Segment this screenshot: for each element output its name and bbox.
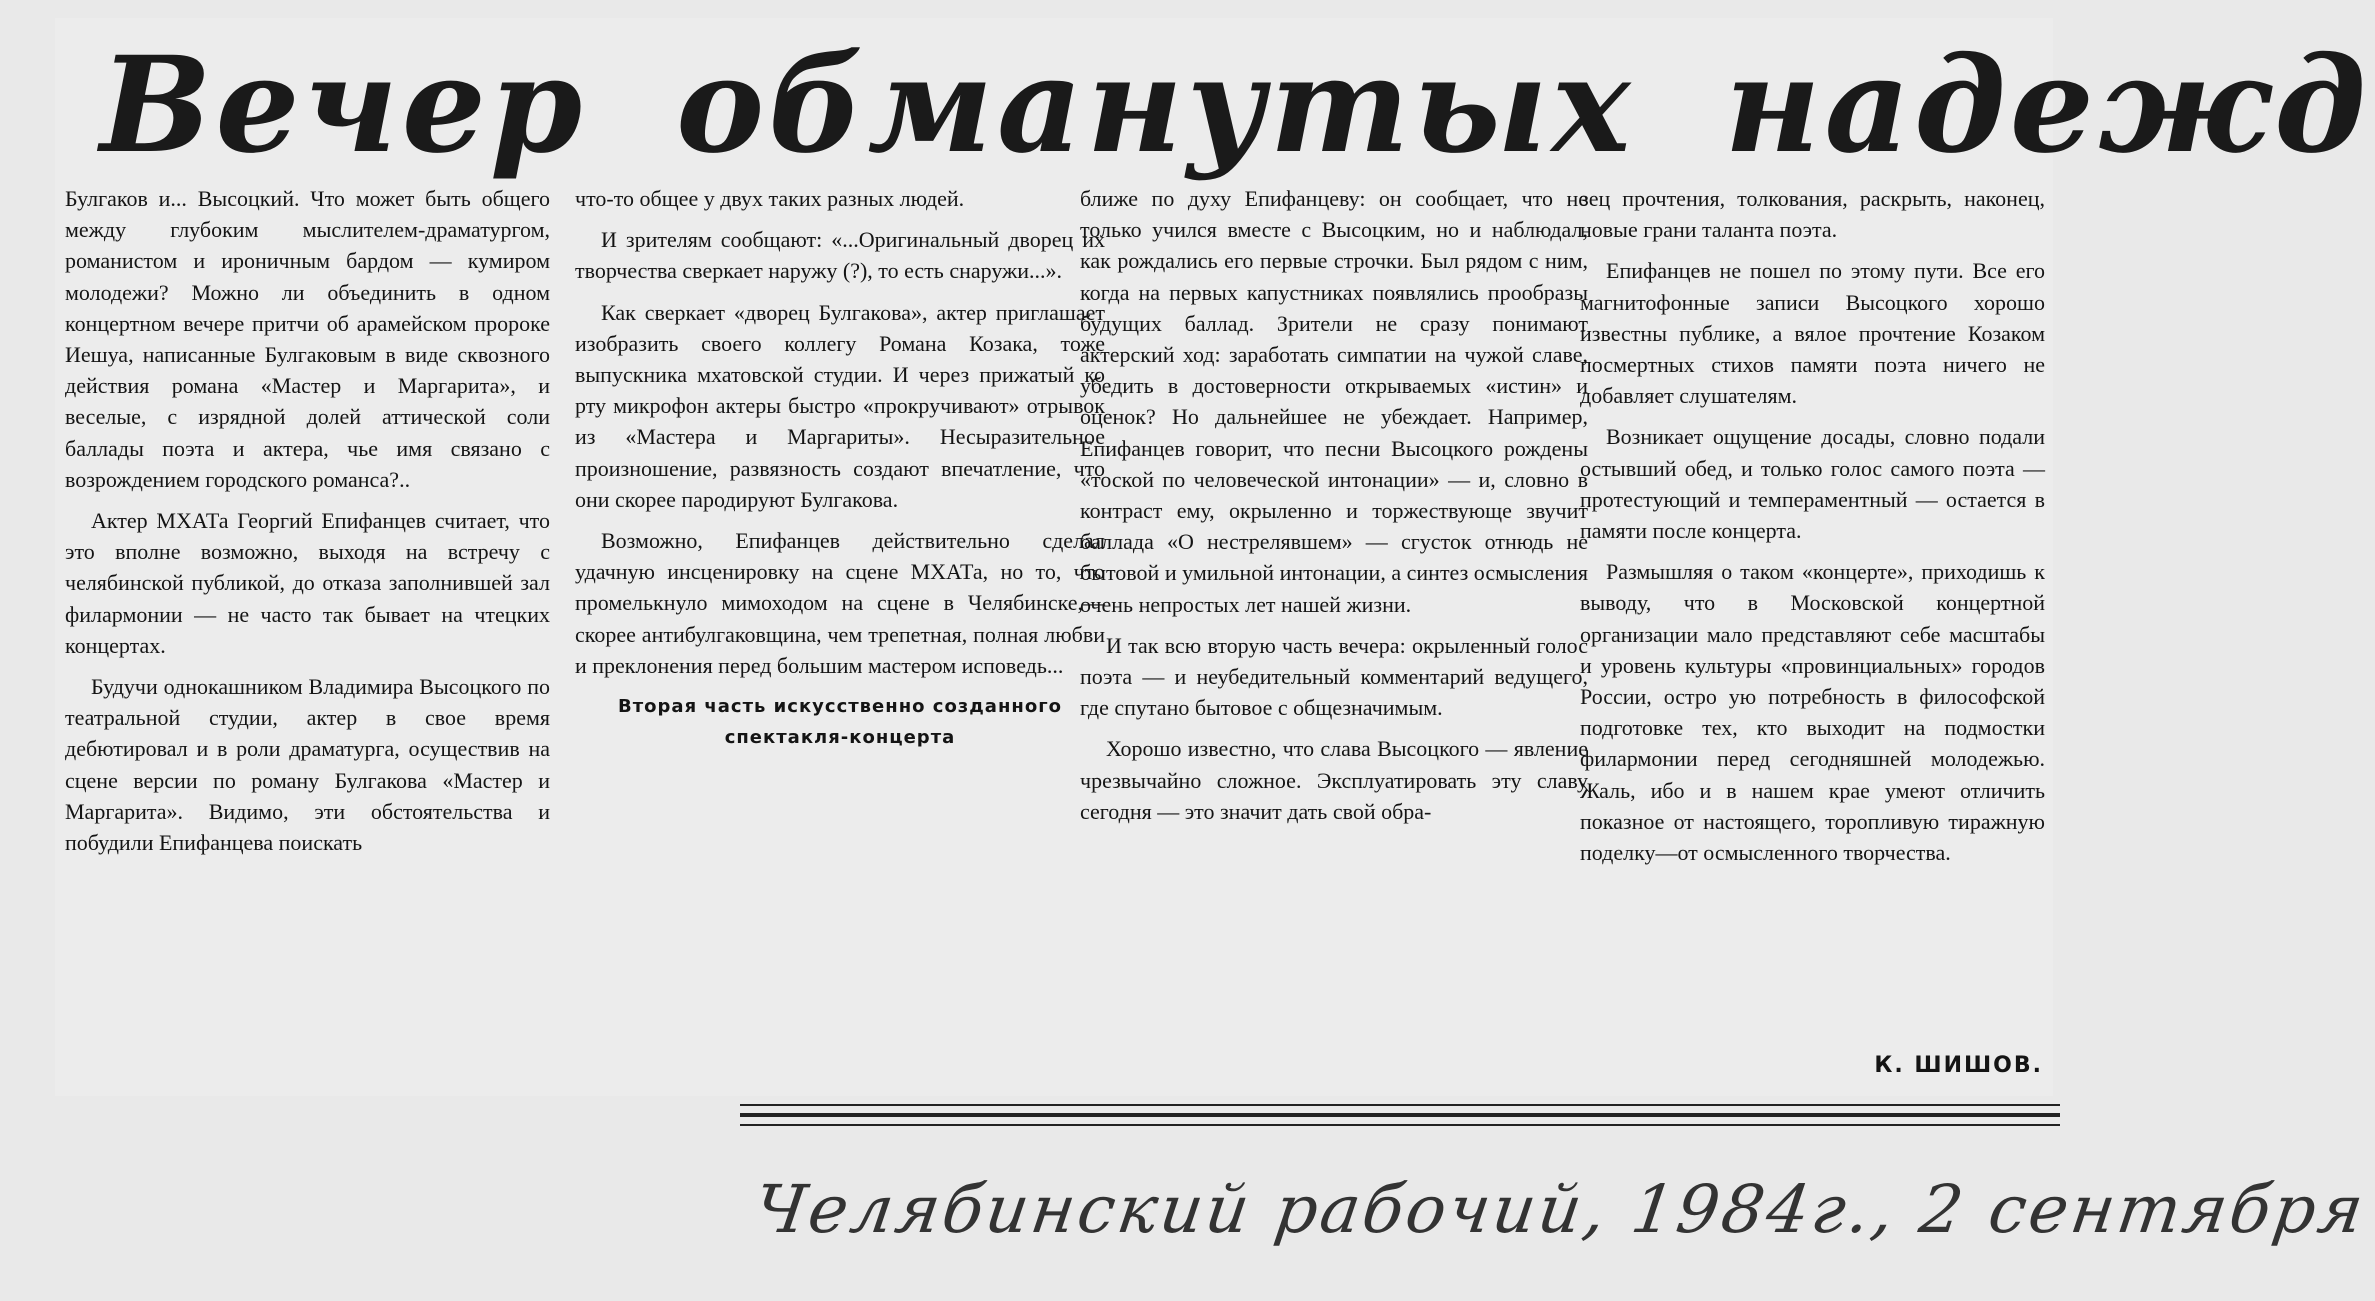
paragraph: Хорошо известно, что слава Высоцкого — явление чрезвычайно сложное. Эксплуатировать эту славу сегодня — это значит дать свой обра- bbox=[1080, 736, 1588, 824]
author-signature: К. ШИШОВ. bbox=[1874, 1053, 2043, 1078]
divider-line bbox=[740, 1124, 2060, 1126]
handwritten-source-note: Челябинский рабочий, 1984г., 2 сентября bbox=[749, 1171, 2371, 1248]
paragraph: ближе по духу Епифанцеву: он сообщает, что не только учился вместе с Высоцким, но и наблюдал, как рождались его первые строчки. Был рядом с ним, когда на первых капустниках появлялись прообразы будущих баллад. Зрители не сразу понимают актерский ход: заработать симпатии на чужой славе, убедить в достоверности открываемых «истин» и оценок? Но дальнейшее не убеждает. Например, Епифанцев говорит, что песни Высоцкого рождены «тоской по человеческой интонации» — и, словно в контраст ему, окрыленно и торжествующе звучит баллада «О нестрелявшем» — сгусток отнюдь не бытовой и умильной интонации, а синтез осмысления очень непростых лет нашей жизни. bbox=[1080, 186, 1588, 617]
paragraph: И зрителям сообщают: «...Оригинальный дворец их творчества сверкает наружу (?), то есть снаружи...». bbox=[575, 227, 1105, 284]
article-column-4 bbox=[1580, 183, 2045, 1103]
paragraph: зец прочтения, толкования, раскрыть, наконец, новые грани таланта поэта. bbox=[1580, 186, 2045, 243]
paragraph: Размышляя о таком «концерте», приходишь к выводу, что в Московской концертной организации мало представляют себе масштабы и уровень культуры «провинциальных» городов России, остро ую потребность в философской подготовке тех, кто выходит на подмостки филармонии перед сегодняшней молодежью. Жаль, ибо и в нашем крае умеют отличить показное от настоящего, торопливую тиражную поделку—от осмысленного творчества. bbox=[1580, 559, 2045, 866]
paragraph: Актер МХАТа Георгий Епифанцев считает, что это вполне возможно, выходя на встречу с челябинской публикой, до отказа заполнившей зал филармонии — не часто так бывает на чтецких концертах. bbox=[65, 508, 550, 658]
paragraph: Булгаков и... Высоцкий. Что может быть общего между глубоким мыслителем-драматургом, романистом и ироничным бардом — кумиром молодежи? Можно ли объединить в одном концертном вечере притчи об арамейском пророке Иешуа, написанные Булгаковым в виде сквозного действия романа «Мастер и Маргарита», и веселые, с изрядной долей аттической соли баллады поэта и актера, чье имя связано с возрождением городского романса?.. bbox=[65, 186, 550, 492]
paragraph: Будучи однокашником Владимира Высоцкого по театральной студии, актер в свое время дебютировал и в роли драматурга, осуществив на сцене версии по роману Булгакова «Мастер и Маргарита». Видимо, эти обстоятельства и побудили Епифанцева поискать bbox=[65, 674, 550, 856]
paragraph: Как сверкает «дворец Булгакова», актер приглашает изобразить своего коллегу Романа Козака, тоже выпускника мхатовской студии. И через прижатый ко рту микрофон актеры быстро «прокручивают» отрывок из «Мастера и Маргариты». Несыразительное произношение, развязность создают впечатление, что они скорее пародируют Булгакова. bbox=[575, 299, 1105, 512]
paragraph: Возникает ощущение досады, словно подали остывший обед, и только голос самого поэта — протестующий и темпераментный — остается в памяти после концерта. bbox=[1580, 424, 2045, 544]
newspaper-clipping bbox=[55, 18, 2371, 1096]
article-column-3 bbox=[1080, 183, 1588, 1103]
paragraph: Епифанцев не пошел по этому пути. Все его магнитофонные записи Высоцкого хорошо известны публике, а вялое прочтение Козаком посмертных стихов памяти поэта ничего не добавляет слушателям. bbox=[1580, 258, 2045, 409]
paragraph: Вторая часть искусственно созданного спектакля-концерта bbox=[618, 696, 1062, 749]
paragraph: И так всю вторую часть вечера: окрыленный голос поэта — и неубедительный комментарий ведущего, где спутано бытовое с общезначимым. bbox=[1080, 632, 1588, 721]
paragraph: что-то общее у двух таких разных людей. bbox=[575, 186, 965, 211]
divider-line bbox=[740, 1104, 2060, 1106]
article-headline: Вечер обманутых надежд bbox=[100, 28, 2371, 183]
article-column-2 bbox=[575, 183, 1105, 1103]
article-column-1 bbox=[65, 183, 550, 1103]
paragraph: Возможно, Епифанцев действительно сделал удачную инсценировку на сцене МХАТа, но то, что промелькнуло мимоходом на сцене в Челябинске,—скорее антибулгаковщина, чем трепетная, полная любви и преклонения перед большим мастером исповедь... bbox=[575, 528, 1105, 678]
divider-line bbox=[740, 1113, 2060, 1117]
